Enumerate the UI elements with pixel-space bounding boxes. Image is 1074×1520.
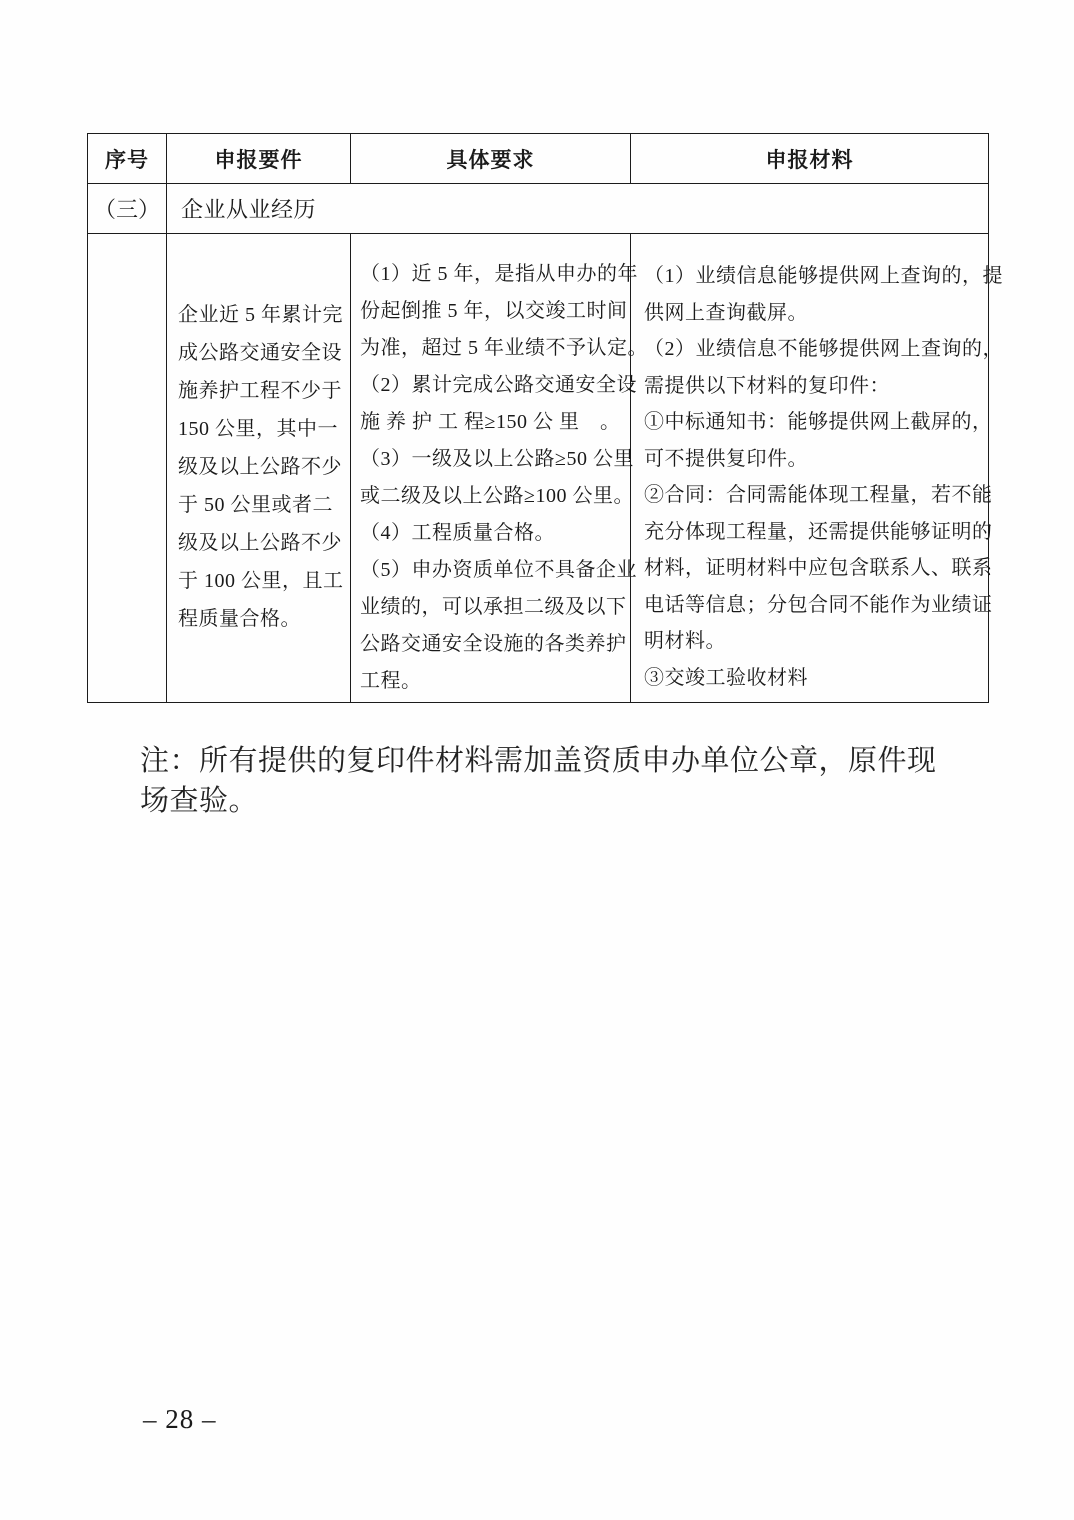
text-line: 或二级及以上公路≥100 公里。 xyxy=(360,485,634,507)
footnote-line: 场查验。 xyxy=(140,785,259,817)
text-line: （2）业绩信息不能够提供网上查询的， xyxy=(644,338,1003,360)
text-line: 份起倒推 5 年，以交竣工时间 xyxy=(360,300,628,322)
text-line: 公路交通安全设施的各类养护 xyxy=(360,633,627,655)
detail-cell xyxy=(351,234,648,703)
text-line: 成公路交通安全设 xyxy=(178,342,342,364)
text-line: 施养护工程不少于 xyxy=(178,380,342,402)
section-row xyxy=(88,184,989,234)
requirement-cell xyxy=(167,234,351,703)
header-cell-serial: 序号 xyxy=(88,134,167,184)
text-line: ②合同：合同需能体现工程量，若不能 xyxy=(644,484,993,506)
text-line: 施 养 护 工 程≥150 公 里 。 xyxy=(360,411,621,433)
text-line: 于 50 公里或者二 xyxy=(178,494,333,516)
text-line: 需提供以下材料的复印件： xyxy=(644,374,890,397)
table-header-row xyxy=(88,134,989,184)
text-line: （1）业绩信息能够提供网上查询的，提 xyxy=(644,265,1003,287)
footnote xyxy=(140,741,950,821)
text-line: 工程。 xyxy=(360,670,422,692)
text-line: 150 公里，其中一 xyxy=(178,418,338,440)
material-cell xyxy=(631,234,1003,703)
text-line: 材料，证明材料中应包含联系人、联系 xyxy=(644,557,993,579)
text-line: ①中标通知书：能够提供网上截屏的， xyxy=(644,411,993,433)
text-line: 于 100 公里，且工 xyxy=(178,570,344,592)
text-line: 业绩的，可以承担二级及以下 xyxy=(360,596,627,618)
header-cell-declaration-items: 申报要件 xyxy=(167,134,351,184)
text-line: 级及以上公路不少 xyxy=(178,532,342,554)
text-line: 充分体现工程量，还需提供能够证明的 xyxy=(644,520,993,543)
section-title-cell: 企业从业经历 xyxy=(167,184,989,234)
text-line: 明材料。 xyxy=(644,630,726,652)
header-cell-specific-requirements: 具体要求 xyxy=(351,134,631,184)
text-line: （1）近 5 年，是指从申办的年 xyxy=(360,263,638,285)
header-cell-declaration-materials: 申报材料 xyxy=(631,134,989,184)
text-line: 程质量合格。 xyxy=(178,608,301,630)
text-line: 供网上查询截屏。 xyxy=(644,301,808,324)
text-line: （2）累计完成公路交通安全设 xyxy=(360,374,637,396)
text-line: （4）工程质量合格。 xyxy=(360,522,555,544)
empty-serial-cell xyxy=(88,234,167,703)
text-line: 可不提供复印件。 xyxy=(644,447,808,470)
requirement-text-block xyxy=(167,234,350,700)
section-index-cell: （三） xyxy=(88,184,167,234)
text-line: 企业近 5 年累计完 xyxy=(178,304,343,326)
page-number: – 28 – xyxy=(143,1404,217,1434)
text-line: ③交竣工验收材料 xyxy=(644,666,808,689)
text-line: 电话等信息；分包合同不能作为业绩证 xyxy=(644,593,993,616)
text-line: 级及以上公路不少 xyxy=(178,456,342,478)
text-line: 为准，超过 5 年业绩不予认定。 xyxy=(360,337,648,359)
footnote-line: 注：所有提供的复印件材料需加盖资质申办单位公章，原件现 xyxy=(140,745,937,777)
text-line: （5）申办资质单位不具备企业 xyxy=(360,559,637,581)
requirements-table xyxy=(87,133,1003,703)
content-row xyxy=(88,234,989,703)
text-line: （3）一级及以上公路≥50 公里 xyxy=(360,448,634,470)
